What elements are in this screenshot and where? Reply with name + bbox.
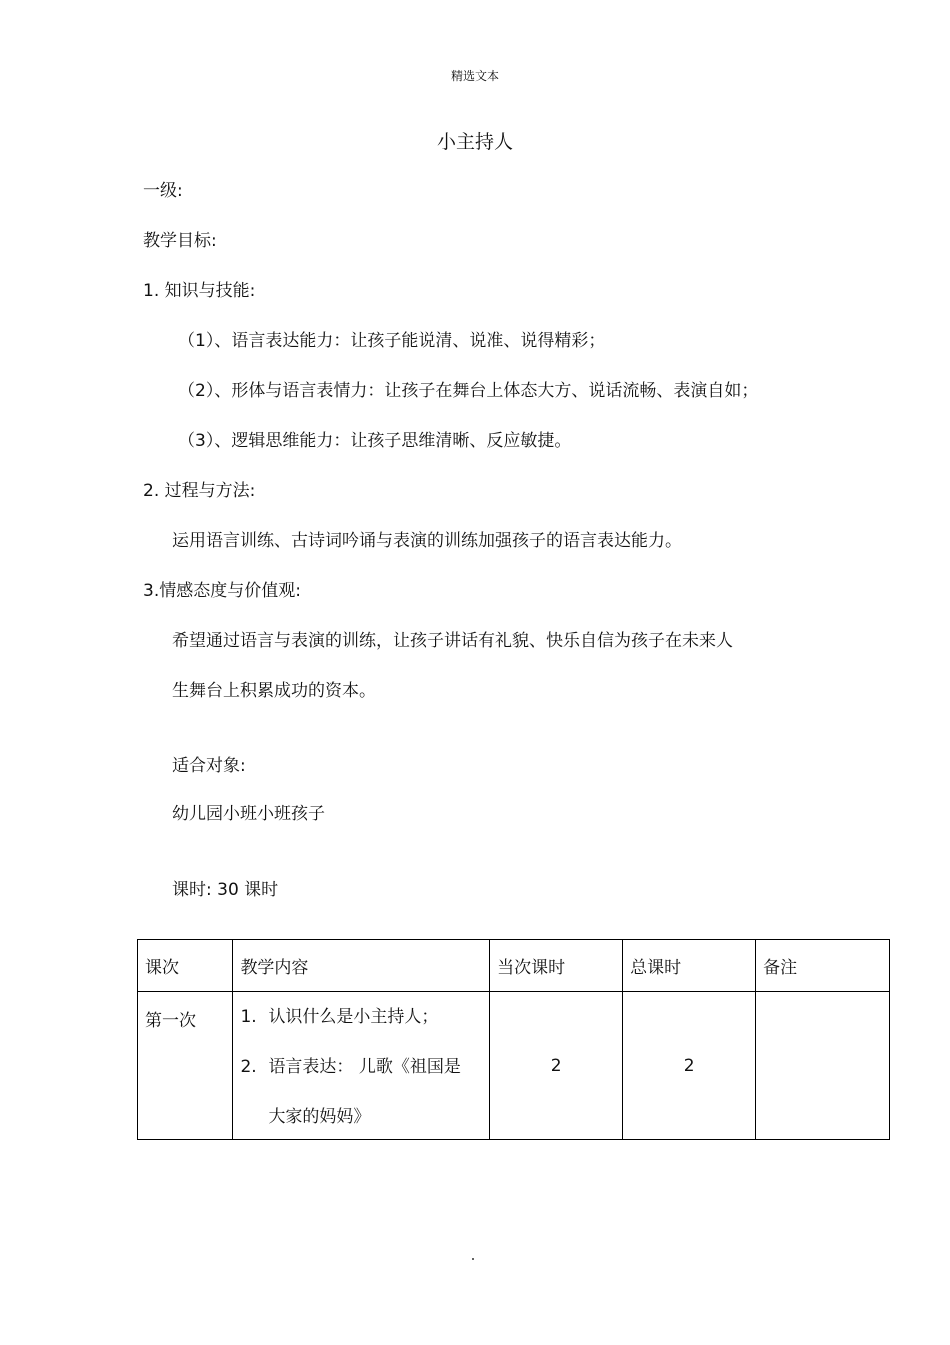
level-label: 一级:	[143, 181, 183, 201]
content-item-2	[240, 1056, 485, 1078]
content-item-2-continuation-text: 大家的妈妈》	[268, 1107, 371, 1127]
cell-total-hours: 2	[623, 992, 756, 1140]
section3-body-line2: 生舞台上积累成功的资本。	[172, 681, 376, 701]
content-item-1-number: 1.	[240, 1007, 257, 1027]
content-item-2-text: 语言表达： 儿歌《祖国是	[268, 1057, 461, 1077]
footer-mark	[472, 1258, 474, 1260]
section2-heading: 2. 过程与方法:	[143, 481, 256, 501]
header-remarks: 备注	[756, 940, 890, 992]
header-total-hours: 总课时	[623, 940, 756, 992]
section1-heading: 1. 知识与技能:	[143, 281, 256, 301]
section2-body: 运用语言训练、古诗词吟诵与表演的训练加强孩子的语言表达能力。	[172, 531, 682, 551]
schedule-table	[137, 939, 890, 1140]
header-content: 教学内容	[233, 940, 490, 992]
section1-item-3: （3）、逻辑思维能力：让孩子思维清晰、反应敏捷。	[178, 431, 572, 451]
cell-lesson: 第一次	[138, 992, 233, 1140]
cell-content	[233, 992, 490, 1140]
table-header-row	[138, 940, 890, 992]
section1-item-1: （1）、语言表达能力：让孩子能说清、说准、说得精彩；	[178, 331, 606, 351]
audience-heading: 适合对象:	[172, 756, 246, 776]
content-item-2-number: 2.	[240, 1057, 257, 1077]
audience-value: 幼儿园小班小班孩子	[172, 804, 325, 824]
header-lesson: 课次	[138, 940, 233, 992]
cell-remarks	[756, 992, 890, 1140]
cell-session-hours: 2	[490, 992, 623, 1140]
content-item-2-continuation	[240, 1106, 485, 1128]
page-header-label: 精选文本	[450, 69, 499, 83]
section3-body-line1: 希望通过语言与表演的训练，让孩子讲话有礼貌、快乐自信为孩子在未来人	[172, 631, 733, 651]
goals-heading: 教学目标:	[143, 231, 217, 251]
content-item-1	[240, 1006, 485, 1028]
section1-item-2: （2）、形体与语言表情力：让孩子在舞台上体态大方、说话流畅、表演自如；	[178, 381, 759, 401]
content-item-1-text: 认识什么是小主持人；	[268, 1007, 439, 1027]
hours-label: 课时: 30 课时	[172, 880, 279, 900]
document-title: 小主持人	[436, 131, 513, 153]
header-session-hours: 当次课时	[490, 940, 623, 992]
table-row	[138, 992, 890, 1140]
section3-heading: 3.情感态度与价值观:	[143, 581, 301, 601]
